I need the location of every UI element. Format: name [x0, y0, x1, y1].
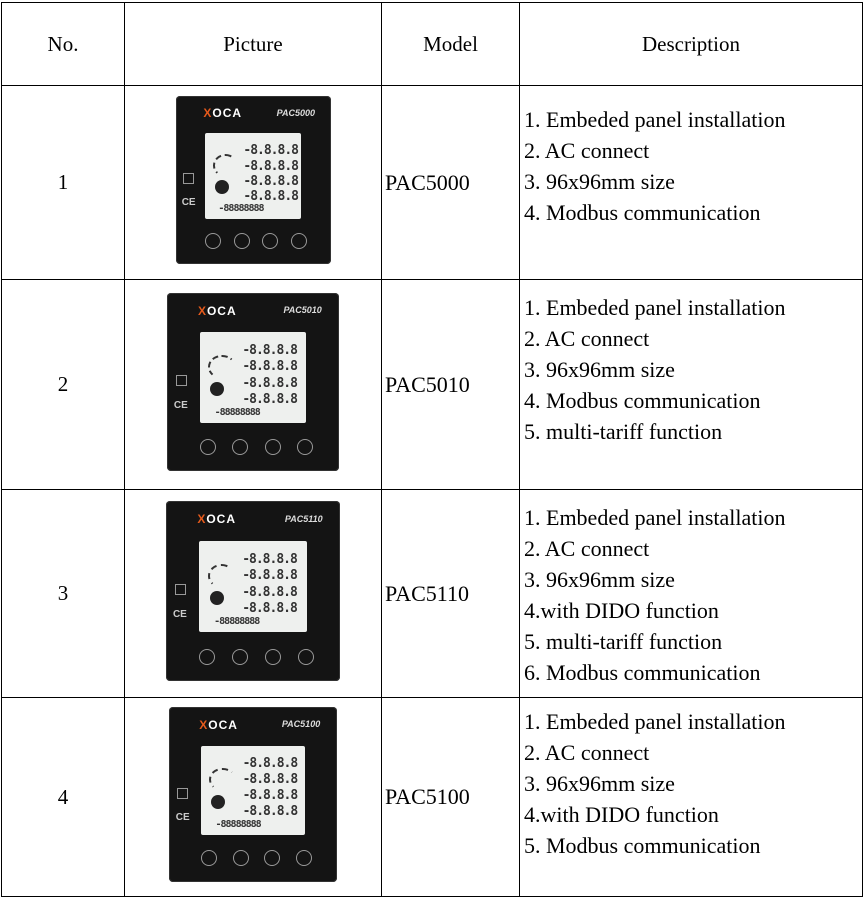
meter-model-label: PAC5010: [283, 305, 322, 316]
model-name: PAC5010: [382, 280, 520, 490]
power-meter-image: [176, 96, 331, 264]
description-item: 3. 96x96mm size: [524, 169, 675, 194]
product-picture: [125, 490, 382, 698]
header-no: No.: [2, 3, 125, 86]
description-item: 1. Embeded panel installation: [524, 107, 786, 132]
brand-logo: XOCA: [203, 106, 243, 121]
gauge-icon: [213, 154, 238, 177]
description-list: [520, 490, 863, 698]
description-list: [520, 86, 863, 280]
description-item: 1. Embeded panel installation: [524, 295, 786, 320]
table-row: [2, 490, 863, 698]
meter-button: [199, 649, 215, 665]
description-item: 2. AC connect: [524, 326, 650, 351]
description-item: 3. 96x96mm size: [524, 771, 675, 796]
meter-button: [200, 439, 216, 455]
row-number: 4: [2, 698, 125, 897]
description-item: 5. multi-tariff function: [524, 629, 723, 654]
meter-button: [232, 649, 248, 665]
description-item: 1. Embeded panel installation: [524, 505, 786, 530]
header-model: Model: [382, 3, 520, 86]
description-item: 4. Modbus communication: [524, 200, 761, 225]
brand-logo: XOCA: [199, 717, 238, 732]
meter-button: [298, 649, 314, 665]
meter-button: [234, 233, 250, 249]
meter-button: [265, 649, 281, 665]
header-description: Description: [520, 3, 863, 86]
header-picture: Picture: [125, 3, 382, 86]
meter-model-label: PAC5100: [281, 719, 321, 730]
description-list: [520, 698, 863, 897]
meter-model-label: PAC5110: [284, 513, 323, 524]
meter-button: [205, 233, 221, 249]
ce-mark-icon: CE: [172, 609, 187, 620]
quadrant-icon: [210, 382, 224, 396]
meter-button: [264, 850, 280, 866]
product-table: [1, 2, 863, 897]
meter-button: [296, 850, 312, 866]
product-picture: [125, 280, 382, 490]
model-name: PAC5110: [382, 490, 520, 698]
meter-buttons: [200, 439, 314, 455]
quadrant-icon: [211, 795, 225, 809]
row-number: 1: [2, 86, 125, 280]
description-item: 1. Embeded panel installation: [524, 709, 786, 734]
description-item: 3. 96x96mm size: [524, 567, 675, 592]
power-meter-image: [166, 501, 340, 681]
square-icon: [183, 173, 194, 184]
description-item: 4.with DIDO function: [524, 802, 719, 827]
description-item: 5. Modbus communication: [524, 833, 761, 858]
meter-button: [201, 850, 217, 866]
gauge-icon: [208, 355, 235, 379]
product-picture: [125, 86, 382, 280]
row-number: 2: [2, 280, 125, 490]
description-item: 6. Modbus communication: [524, 660, 761, 685]
meter-button: [291, 233, 307, 249]
model-name: PAC5100: [382, 698, 520, 897]
lcd-display: -8.8.8.8 -8.8.8.8 -8.8.8.8 -8.8.8.8 -88888888: [200, 332, 307, 423]
description-item: 5. multi-tariff function: [524, 419, 723, 444]
description-list: [520, 280, 863, 490]
table-row: [2, 698, 863, 897]
lcd-display: -8.8.8.8 -8.8.8.8 -8.8.8.8 -8.8.8.8 -88888888: [205, 133, 301, 219]
description-item: 2. AC connect: [524, 740, 650, 765]
brand-logo: XOCA: [197, 511, 236, 526]
meter-buttons: [199, 649, 314, 665]
lcd-display: -8.8.8.8 -8.8.8.8 -8.8.8.8 -8.8.8.8 -88888888: [199, 541, 307, 633]
meter-buttons: [205, 233, 307, 249]
square-icon: [176, 375, 187, 386]
gauge-icon: [209, 768, 236, 792]
row-number: 3: [2, 490, 125, 698]
power-meter-image: [167, 293, 339, 471]
meter-button: [233, 850, 249, 866]
quadrant-icon: [215, 180, 229, 194]
description-item: 2. AC connect: [524, 536, 650, 561]
ce-mark-icon: CE: [175, 812, 190, 823]
ce-mark-icon: CE: [181, 196, 196, 208]
lcd-display: -8.8.8.8 -8.8.8.8 -8.8.8.8 -8.8.8.8 -88888888: [201, 746, 305, 835]
meter-model-label: PAC5000: [276, 107, 315, 118]
table-row: [2, 86, 863, 280]
ce-mark-icon: CE: [173, 399, 188, 411]
quadrant-icon: [210, 591, 224, 605]
meter-button: [265, 439, 281, 455]
brand-logo: XOCA: [197, 303, 237, 318]
square-icon: [177, 788, 188, 799]
description-item: 4.with DIDO function: [524, 598, 719, 623]
meter-button: [232, 439, 248, 455]
square-icon: [175, 584, 186, 595]
description-item: 2. AC connect: [524, 138, 650, 163]
model-name: PAC5000: [382, 86, 520, 280]
gauge-icon: [208, 564, 236, 588]
power-meter-image: [169, 707, 337, 882]
product-picture: [125, 698, 382, 897]
table-row: [2, 280, 863, 490]
meter-button: [262, 233, 278, 249]
meter-buttons: [201, 850, 312, 866]
meter-button: [297, 439, 313, 455]
description-item: 4. Modbus communication: [524, 388, 761, 413]
description-item: 3. 96x96mm size: [524, 357, 675, 382]
header-row: [2, 3, 863, 86]
